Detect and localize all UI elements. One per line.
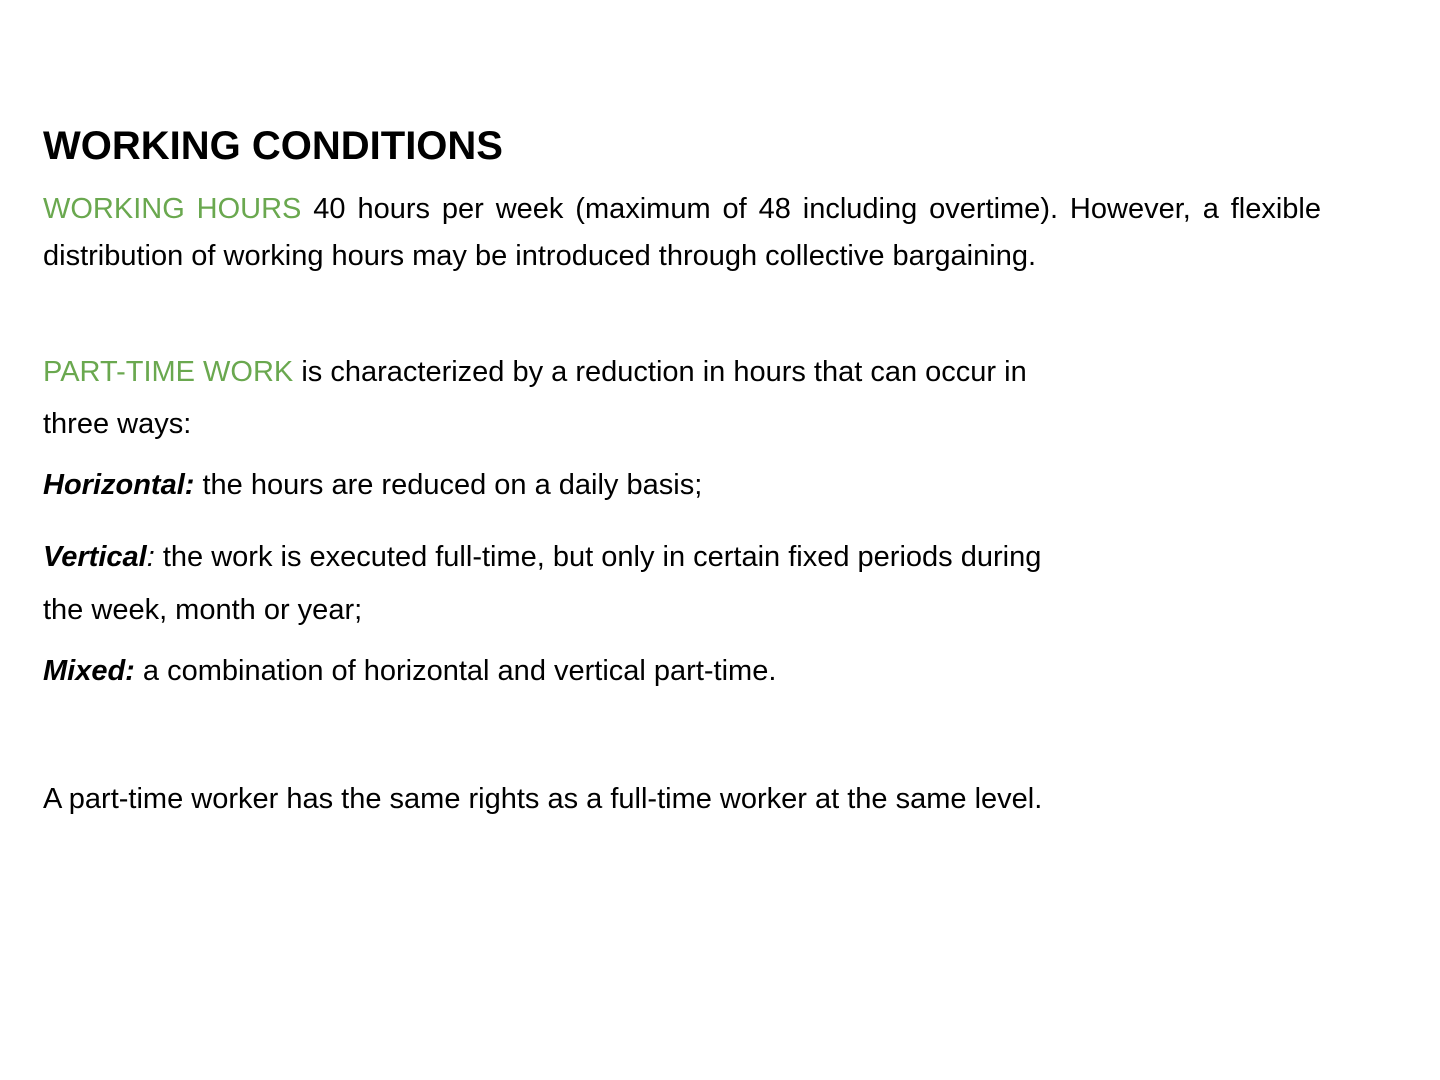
page-title: WORKING CONDITIONS: [43, 124, 503, 168]
mixed-text: a combination of horizontal and vertical part-time.: [134, 655, 777, 687]
horizontal-text: the hours are reduced on a daily basis;: [194, 469, 703, 501]
working-hours-text: 40 hours per week (maximum of 48 including overtime). However, a flexible distribution of working hours may be introduced through collective bargaining.: [43, 193, 1321, 272]
vertical-text-line1: the work is executed full-time, but only in certain fixed periods during: [154, 541, 1042, 573]
part-time-heading: PART-TIME WORK: [43, 356, 294, 388]
horizontal-term: Horizontal:: [43, 469, 195, 501]
part-time-paragraph: [43, 346, 1027, 450]
vertical-text-line2: the week, month or year;: [43, 594, 363, 626]
mixed-term: Mixed:: [43, 655, 135, 687]
working-hours-paragraph: [43, 186, 1321, 280]
vertical-colon: :: [146, 541, 155, 573]
vertical-paragraph: [43, 531, 1041, 637]
part-time-text-line2: three ways:: [43, 408, 192, 440]
mixed-paragraph: [43, 648, 776, 695]
vertical-term: Vertical: [43, 541, 147, 573]
horizontal-paragraph: [43, 462, 702, 509]
closing-paragraph: A part-time worker has the same rights as a full-time worker at the same level.: [43, 783, 1043, 815]
working-hours-heading: WORKING HOURS: [43, 193, 302, 225]
part-time-text-line1: is characterized by a reduction in hours that can occur in: [293, 356, 1027, 388]
